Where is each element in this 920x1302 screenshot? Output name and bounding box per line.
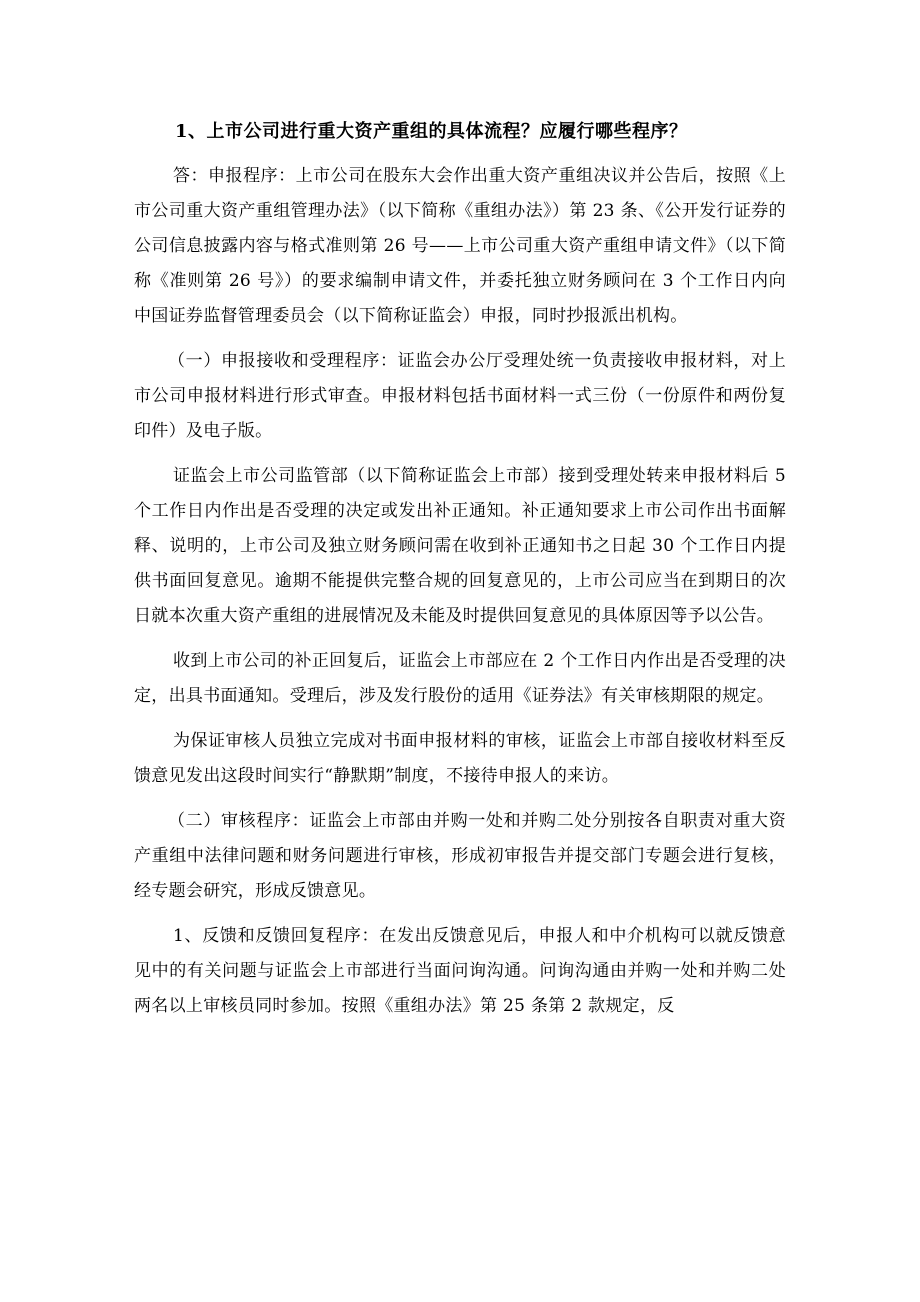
paragraph-correction-notice: 证监会上市公司监管部（以下简称证监会上市部）接到受理处转来申报材料后 5 个工作日内作出是否受理的决定或发出补正通知。补正通知要求上市公司作出书面解释、说明的，上市公司及独立财务顾问需在收到补正通知书之日起 30 个工作日内提供书面回复意见。逾期不能提供完整合规的回复意见的，上市公司应当在到期日的次日就本次重大资产重组的进展情况及未能及时提供回复意见的具体原因等予以公告。: [134, 466, 786, 626]
paragraph-quiet-period: 为保证审核人员独立完成对书面申报材料的审核，证监会上市部自接收材料至反馈意见发出这段时间实行“静默期”制度，不接待申报人的来访。: [134, 731, 786, 786]
document-body: [134, 117, 786, 1034]
answer-paragraph-filing-procedure: 答：申报程序：上市公司在股东大会作出重大资产重组决议并公告后，按照《上市公司重大资产重组管理办法》（以下简称《重组办法》）第 23 条、《公开发行证券的公司信息披露内容与格式准则第 26 号——上市公司重大资产重组申请文件》（以下简称《准则第 26 号》）的要求编制申请文件，并委托独立财务顾问在 3 个工作日内向中国证券监督管理委员会（以下简称证监会）申报，同时抄报派出机构。: [134, 166, 786, 326]
paragraph-feedback-procedure: 1、反馈和反馈回复程序：在发出反馈意见后，申报人和中介机构可以就反馈意见中的有关问题与证监会上市部进行当面问询沟通。问询沟通由并购一处和并购二处两名以上审核员同时参加。按照《重组办法》第 25 条第 2 款规定，反: [134, 926, 786, 1016]
paragraph-review-procedure: （二）审核程序：证监会上市部由并购一处和并购二处分别按各自职责对重大资产重组中法律问题和财务问题进行审核，形成初审报告并提交部门专题会进行复核，经专题会研究，形成反馈意见。: [134, 811, 786, 901]
paragraph-receipt-acceptance: （一）申报接收和受理程序：证监会办公厅受理处统一负责接收申报材料，对上市公司申报材料进行形式审查。申报材料包括书面材料一式三份（一份原件和两份复印件）及电子版。: [134, 351, 786, 441]
paragraph-acceptance-decision: 收到上市公司的补正回复后，证监会上市部应在 2 个工作日内作出是否受理的决定，出具书面通知。受理后，涉及发行股份的适用《证券法》有关审核期限的规定。: [134, 651, 786, 706]
question-heading: 1、上市公司进行重大资产重组的具体流程？应履行哪些程序？: [175, 121, 688, 142]
